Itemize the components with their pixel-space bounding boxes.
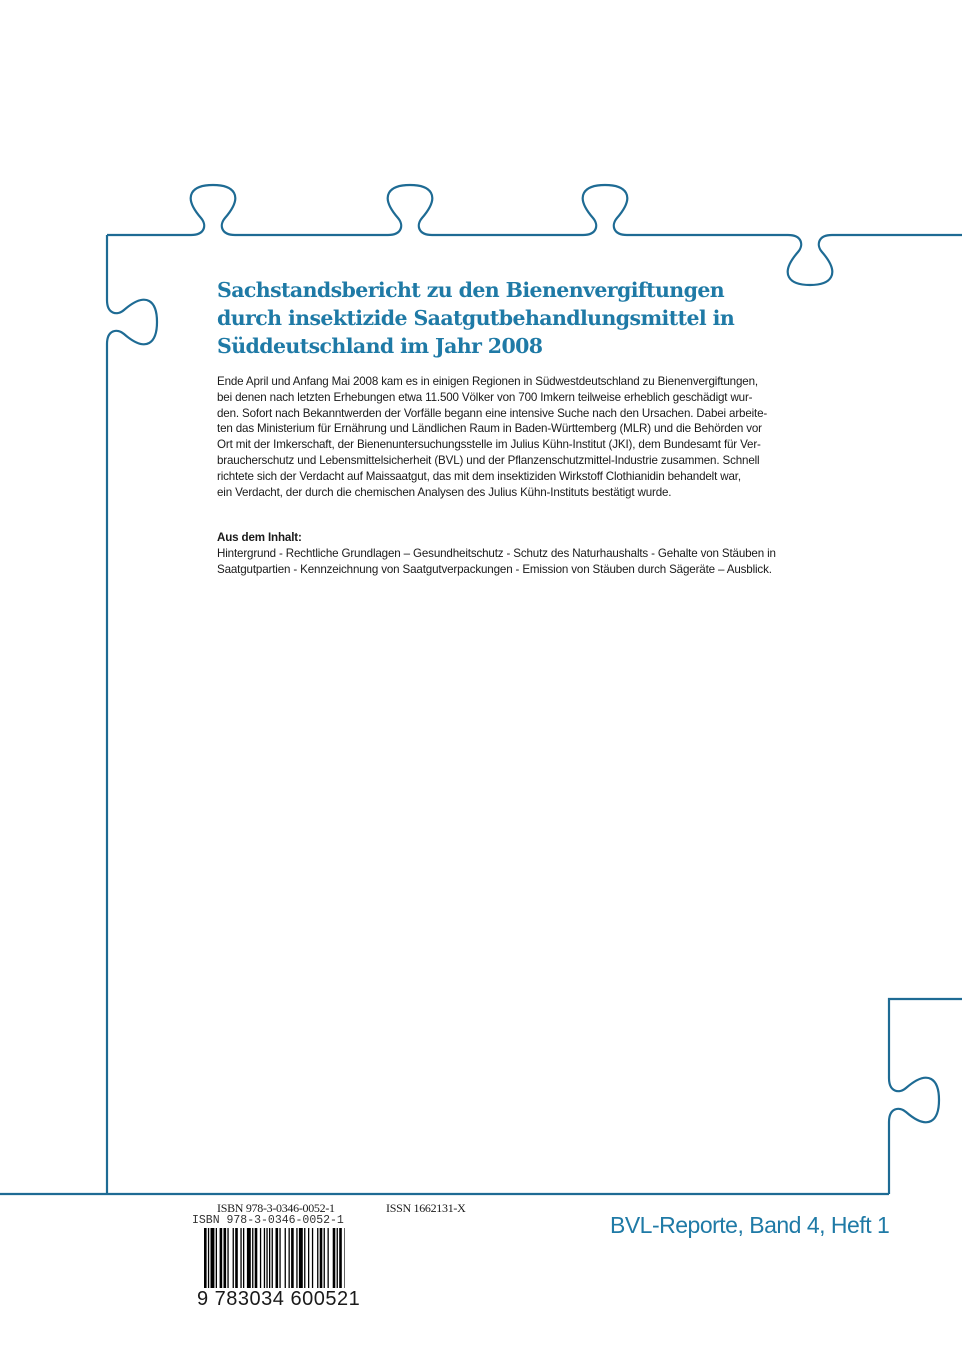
barcode-bar [220,1228,223,1288]
barcode-bar [339,1228,342,1288]
barcode-bar [240,1228,241,1288]
barcode-bar [324,1228,325,1288]
series-label: BVL-Reporte, Band 4, Heft 1 [610,1212,890,1238]
barcode-bar [328,1228,329,1288]
contents-heading: Aus dem Inhalt: [217,531,302,544]
barcode-bar [235,1228,238,1288]
title-line: Sachstandsbericht zu den Bienenvergiftungen [217,278,725,302]
barcode-bar [224,1228,227,1288]
issn-label: ISSN 1662131-X [386,1201,466,1215]
barcode-digits: 9 783034 600521 [197,1288,361,1310]
barcode-isbn-text: ISBN 978-3-0346-0052-1 [192,1214,344,1227]
barcode-bar [260,1228,261,1288]
barcode-bar [247,1228,251,1288]
barcode-bar [289,1228,290,1288]
barcode-bar [269,1228,270,1288]
body-line: den. Sofort nach Bekanntwerden der Vorfälle begann eine intensive Suche nach den Ursachen. Dabei arbeite- [217,406,768,420]
puzzle-bottom-edge [0,999,962,1194]
contents-section [217,530,776,577]
barcode-bar [312,1228,313,1288]
isbn-label: ISBN 978-3-0346-0052-1 [217,1201,335,1215]
barcode-bar [337,1228,338,1288]
summary-paragraph [217,374,767,500]
barcode-bar [252,1228,253,1288]
barcode-bar [211,1228,215,1288]
barcode-bar [296,1228,297,1288]
barcode-bar [320,1228,323,1288]
body-line: ten das Ministerium für Ernährung und Ländlichen Raum in Baden-Württemberg (MLR) und die Behörden vor [217,422,762,436]
barcode-bar [216,1228,217,1288]
title-line: durch insektizide Saatgutbehandlungsmittel in [217,306,735,330]
page-title [217,276,837,360]
body-line: Ort mit der Imkerschaft, der Bienenuntersuchungsstelle im Julius Kühn-Institut (JKI), dem Bundesamt für Ver- [217,438,761,452]
body-line: bei denen nach letzten Erhebungen etwa 11.500 Völker von 700 Imkern teilweise erheblich geschädigt wur- [217,390,753,404]
barcode-bar [266,1228,267,1288]
barcode-bar [233,1228,234,1288]
barcode-bar [308,1228,309,1288]
barcode-bar [304,1228,305,1288]
body-line: Ende April und Anfang Mai 2008 kam es in einigen Regionen in Südwestdeutschland zu Bienenvergiftungen, [217,375,758,388]
barcode-bar [227,1228,228,1288]
contents-line: Saatgutpartien - Kennzeichnung von Saatgutverpackungen - Emission von Stäuben durch Sägeräte – Ausblick. [217,562,772,576]
body-line: richtete sich der Verdacht auf Maissaatgut, das mit dem insektiziden Wirkstoff Clothianidin behandelt war, [217,469,741,483]
barcode-bar [291,1228,294,1288]
body-line: braucherschutz und Lebensmittelsicherheit (BVL) und der Pflanzenschutzmittel-Industrie zusammen. Schnell [217,453,760,467]
barcode-bar [264,1228,265,1288]
barcode-bar [299,1228,303,1288]
barcode-bar [285,1228,286,1288]
barcode-bar [255,1228,258,1288]
barcode-bar [243,1228,244,1288]
barcode-bar [279,1228,280,1288]
contents-line: Hintergrund - Rechtliche Grundlagen – Gesundheitschutz - Schutz des Naturhaushalts - Gehalte von Stäuben in [217,546,776,560]
barcode-bar [333,1228,336,1288]
title-line: Süddeutschland im Jahr 2008 [217,334,543,358]
barcode-bar [317,1228,318,1288]
body-line: ein Verdacht, der durch die chemischen Analysen des Julius Kühn-Instituts bestätigt wurde. [217,485,672,499]
